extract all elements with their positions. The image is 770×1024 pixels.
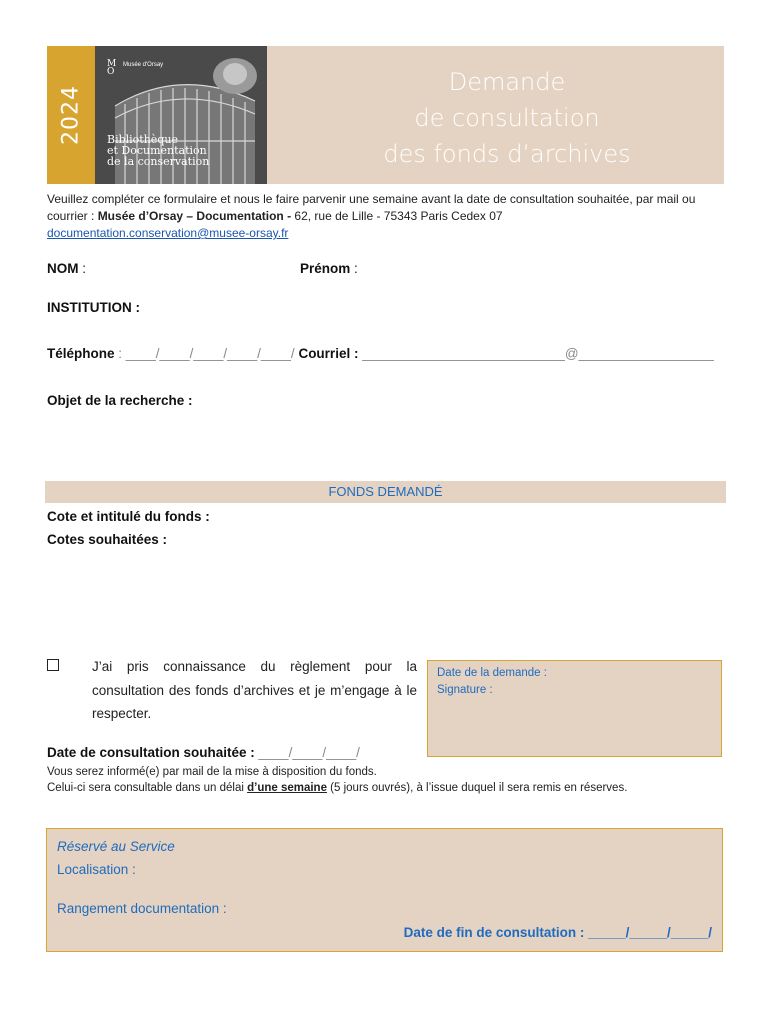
prenom-label: Prénom: [300, 261, 351, 276]
caption-line: de la conservation: [107, 155, 210, 168]
courriel-label: Courriel :: [294, 346, 359, 361]
fonds-section-header: FONDS DEMANDÉ: [45, 481, 726, 503]
title-line: Demande: [448, 68, 566, 96]
reserved-title: Réservé au Service: [57, 839, 175, 854]
request-date-label: Date de la demande :: [437, 667, 547, 679]
caption-line: Bibliothèque: [107, 133, 178, 146]
title-line: des fonds d’archives: [383, 140, 631, 168]
availability-note: Vous serez informé(e) par mail de la mise à disposition du fonds.: [47, 766, 377, 778]
nom-separator: :: [78, 261, 87, 276]
engagement-checkbox[interactable]: [47, 659, 59, 671]
cote-field[interactable]: Cote et intitulé du fonds :: [47, 509, 210, 524]
contact-email-link[interactable]: documentation.conservation@musee-orsay.fr: [47, 226, 289, 240]
localisation-label: Localisation :: [57, 862, 136, 877]
delay-text-before: Celui-ci sera consultable dans un délai: [47, 782, 248, 794]
contact-field-row[interactable]: [47, 346, 714, 361]
consultation-delay-note: [47, 782, 627, 794]
end-consultation-date: Date de fin de consultation : _____/_____/_____/: [403, 925, 712, 940]
courriel-blank[interactable]: ___________________________@__________________: [358, 346, 714, 361]
consultation-date-field[interactable]: [47, 745, 360, 760]
cotes-souhaitees-field[interactable]: Cotes souhaitées :: [47, 532, 168, 547]
signature-label: Signature :: [437, 684, 493, 696]
intro-paragraph: [47, 191, 724, 242]
form-title: [347, 64, 667, 172]
museum-logo-text: Musée d'Orsay: [123, 62, 164, 68]
consultation-date-blank[interactable]: ____/____/____/: [254, 745, 360, 760]
consultation-date-label: Date de consultation souhaitée :: [47, 745, 255, 760]
prenom-separator: :: [350, 261, 358, 276]
reserved-service-box: [46, 828, 723, 952]
request-date-box[interactable]: [427, 660, 722, 757]
telephone-label: Téléphone: [47, 346, 115, 361]
objet-field[interactable]: Objet de la recherche :: [47, 393, 193, 408]
header-photo: [95, 46, 267, 184]
title-line: de consultation: [414, 104, 600, 132]
caption-line: et Documentation: [107, 144, 207, 157]
delay-emphasis: d’une semaine: [247, 782, 327, 794]
telephone-blank[interactable]: : ____/____/____/____/____/: [114, 346, 295, 361]
institution-field[interactable]: INSTITUTION :: [47, 300, 140, 315]
rangement-label: Rangement documentation :: [57, 901, 227, 916]
library-caption: [107, 134, 209, 167]
form-header: [47, 46, 724, 184]
year-label: 2024: [58, 85, 84, 145]
year-band: [47, 46, 95, 184]
nom-label: NOM: [47, 261, 79, 276]
delay-text-after: (5 jours ouvrés), à l’issue duquel il sera remis en réserves.: [326, 782, 628, 794]
intro-organization: Musée d’Orsay – Documentation -: [97, 209, 295, 223]
museum-logo-mark: M O: [107, 59, 117, 77]
nom-field[interactable]: [47, 261, 86, 276]
prenom-field[interactable]: [300, 261, 358, 276]
engagement-text: J’ai pris connaissance du règlement pour la consultation des fonds d’archives et je m’engage à le respecter.: [92, 659, 417, 721]
intro-address: 62, rue de Lille - 75343 Paris Cedex 07: [294, 209, 503, 223]
intro-text: Veuillez compléter ce formulaire et nous le faire parvenir une semaine avant la date de consultation souhaitée, par mail ou courrier :: [47, 192, 696, 223]
